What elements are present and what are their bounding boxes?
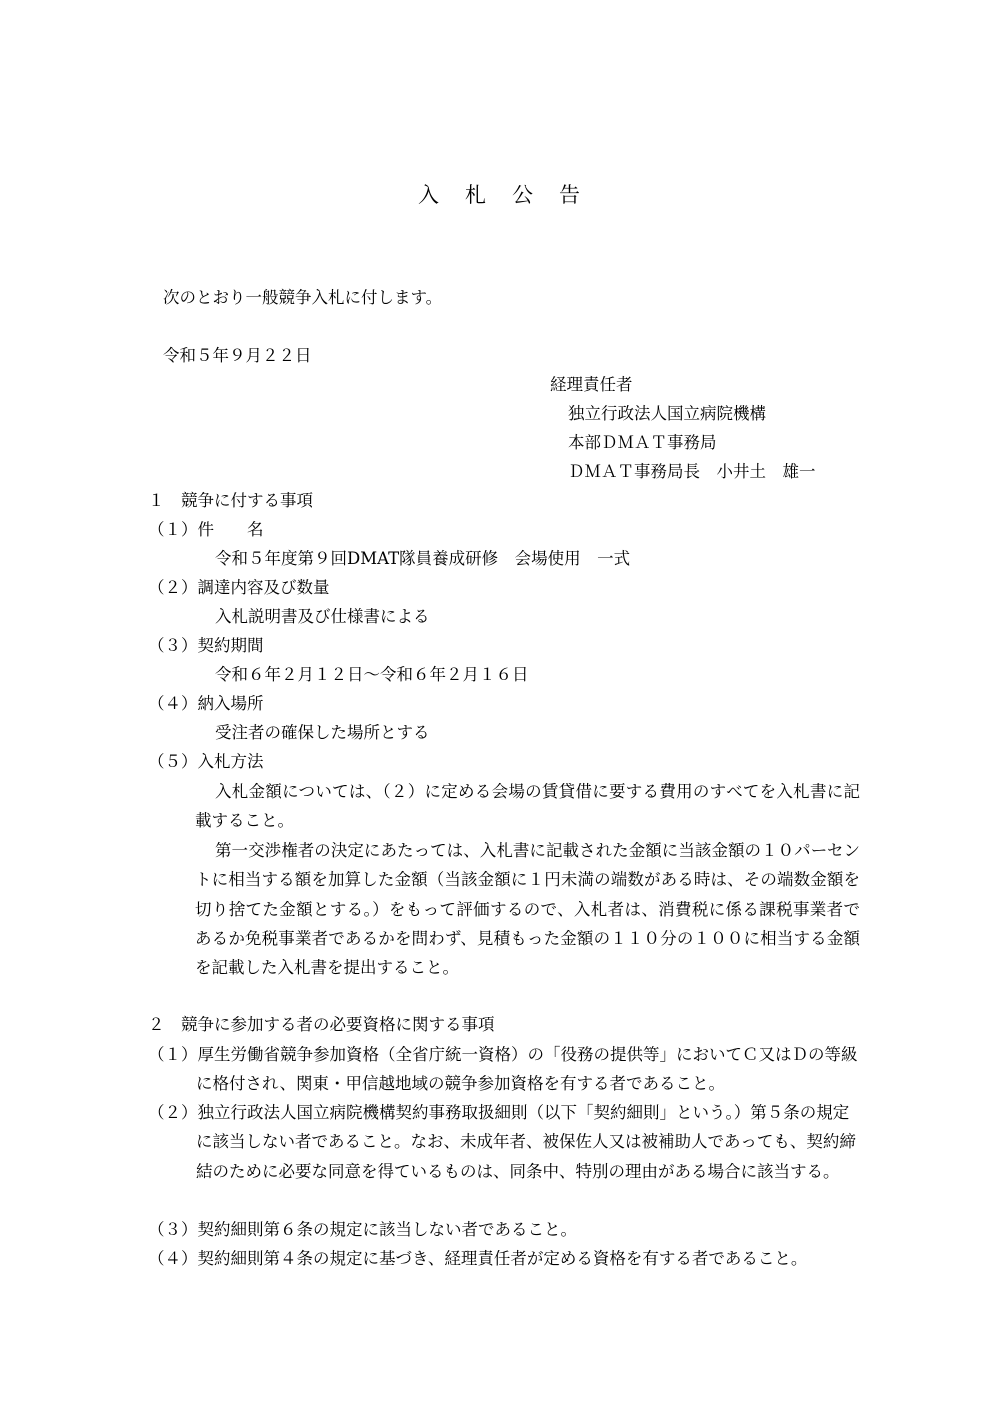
intro-text: 次のとおり一般競争入札に付します。 [163, 288, 443, 307]
section1-item-label: （２）調達内容及び数量 [148, 578, 330, 597]
method-paragraph-1: 入札金額については、（２）に定める会場の賃貸借に要する費用のすべてを入札書に記載すること。 [195, 782, 860, 831]
section1-heading: １ 競争に付する事項 [148, 491, 313, 510]
section1-item-label: （５）入札方法 [148, 752, 264, 771]
section1-item-label: （１）件 名 [148, 520, 264, 539]
section1-item-label: （３）契約期間 [148, 636, 264, 655]
notice-date: 令和５年９月２２日 [163, 346, 312, 365]
section1-item-content: 令和５年度第９回DMAT隊員養成研修 会場使用 一式 [215, 549, 631, 568]
section1-item-content: 受注者の確保した場所とする [215, 723, 430, 742]
section2-item: （２）独立行政法人国立病院機構契約事務取扱細則（以下「契約細則」という。）第５条の規定に該当しない者であること。なお、未成年者、被保佐人又は被補助人であっても、契約締結のために必要な同意を得ているものは、同条中、特別の理由がある場合に該当する。 [148, 1103, 856, 1181]
issuer-dept: 本部ＤＭＡＴ事務局 [568, 433, 717, 452]
issuer-name: ＤＭＡＴ事務局長 小井土 雄一 [568, 462, 816, 481]
issuer-org: 独立行政法人国立病院機構 [568, 404, 766, 423]
page-title: 入札公告 [418, 183, 606, 207]
section1-item-content: 入札説明書及び仕様書による [215, 607, 430, 626]
section1-item-label: （４）納入場所 [148, 694, 264, 713]
section2-item: （４）契約細則第４条の規定に基づき、経理責任者が定める資格を有する者であること。 [148, 1249, 808, 1268]
section1-item-content: 令和６年２月１２日～令和６年２月１６日 [215, 665, 529, 684]
section2-item: （３）契約細則第６条の規定に該当しない者であること。 [148, 1220, 577, 1239]
section2-item: （１）厚生労働省競争参加資格（全省庁統一資格）の「役務の提供等」においてＣ又はＤの等級に格付され、関東・甲信越地域の競争参加資格を有する者であること。 [148, 1045, 858, 1094]
method-paragraph-2: 第一交渉権者の決定にあたっては、入札書に記載された金額に当該金額の１０パーセントに相当する額を加算した金額（当該金額に１円未満の端数がある時は、その端数金額を切り捨てた金額とする。）をもって評価するので、入札者は、消費税に係る課税事業者であるか免税事業者であるかを問わず、見積もった金額の１１０分の１００に相当する金額を記載した入札書を提出すること。 [195, 841, 860, 978]
section2-heading: ２ 競争に参加する者の必要資格に関する事項 [148, 1015, 495, 1034]
issuer-role: 経理責任者 [550, 375, 633, 394]
